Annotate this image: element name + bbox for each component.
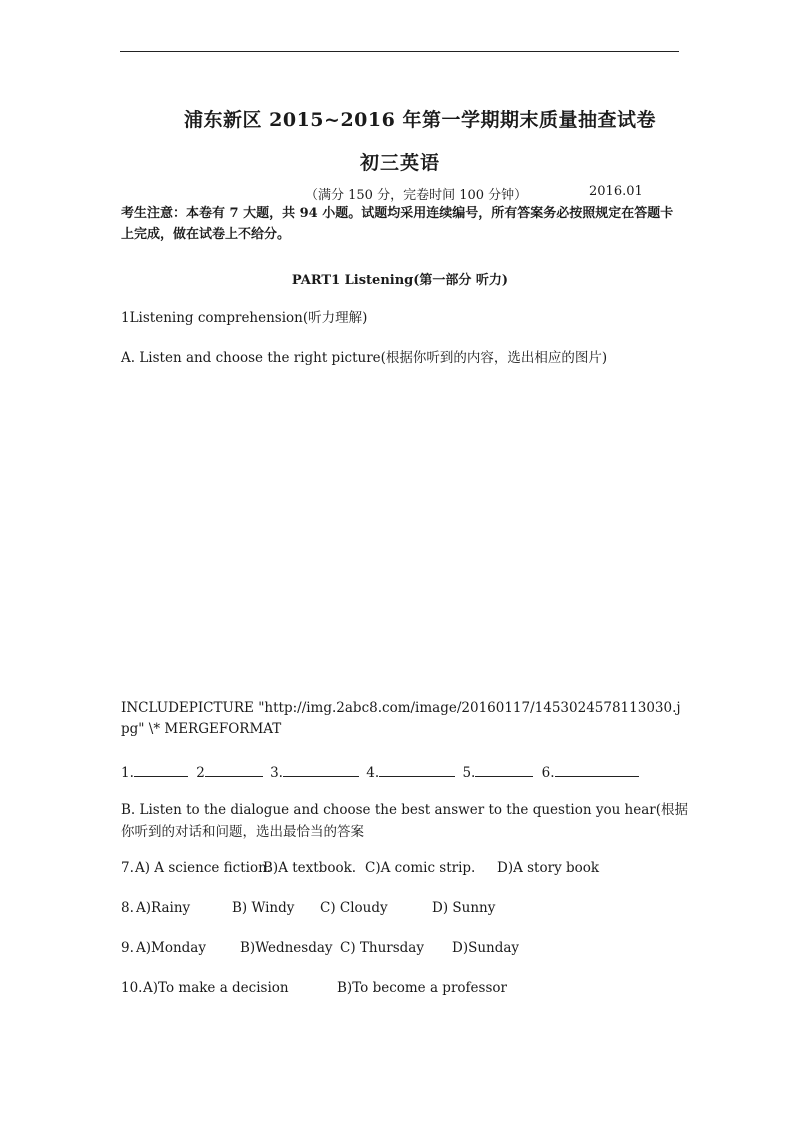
- exam-date: 2016.01: [589, 184, 643, 199]
- exam-subtitle: 初三英语: [359, 152, 440, 174]
- section-heading: 1Listening comprehension(听力理解): [121, 310, 368, 326]
- question-number: 9.: [121, 940, 134, 956]
- blank-label: 2: [196, 765, 205, 781]
- exam-title: 浦东新区 2015~2016 年第一学期期末质量抽查试卷: [184, 109, 656, 131]
- answer-blank[interactable]: [379, 762, 455, 777]
- option: C) Cloudy: [320, 900, 388, 916]
- include-picture-field: INCLUDEPICTURE "http://img.2abc8.com/image/20160117/1453024578113030.jpg" \* MERGEFORMAT: [121, 700, 681, 737]
- option: D)A story book: [497, 860, 600, 876]
- answer-blank[interactable]: [134, 762, 188, 777]
- option: A)Rainy: [136, 900, 191, 916]
- answer-blank[interactable]: [205, 762, 263, 777]
- top-rule: [120, 51, 679, 52]
- option: B)To become a professor: [337, 980, 507, 996]
- picture-placeholder: [121, 378, 681, 686]
- option: A)To make a decision: [143, 980, 289, 996]
- question-number: 7.: [121, 860, 134, 876]
- option: C)A comic strip.: [365, 860, 476, 876]
- option: A) A science fiction.: [135, 860, 272, 876]
- option: B) Windy: [232, 900, 295, 916]
- answer-blanks: [121, 762, 639, 781]
- answer-blank[interactable]: [283, 762, 359, 777]
- section-a-instruction: A. Listen and choose the right picture(根据你听到的内容，选出相应的图片): [121, 350, 608, 366]
- question-number: 8.: [121, 900, 134, 916]
- blank-label: 3.: [270, 765, 283, 781]
- blank-label: 6.: [541, 765, 555, 781]
- blank-label: 4.: [366, 765, 380, 781]
- option: B)Wednesday: [240, 940, 333, 956]
- question-number: 10.: [121, 980, 143, 996]
- answer-blank[interactable]: [555, 762, 639, 777]
- option: D)Sunday: [452, 940, 520, 956]
- answer-blank[interactable]: [475, 762, 533, 777]
- part-title: PART1 Listening(第一部分 听力): [291, 273, 509, 288]
- blank-label: 5.: [462, 765, 476, 781]
- exam-notice: 考生注意：本卷有 7 大题，共 94 小题。试题均采用连续编号，所有答案务必按照规定在答题卡上完成，做在试卷上不给分。: [121, 206, 674, 242]
- option: D) Sunny: [432, 900, 496, 916]
- option: C) Thursday: [340, 940, 424, 956]
- section-b-instruction: B. Listen to the dialogue and choose the best answer to the question you hear(根据你听到的对话和问题，选出最恰当的答案: [121, 802, 689, 840]
- option: A)Monday: [136, 940, 206, 956]
- blank-label: 1.: [121, 765, 134, 781]
- exam-info: （满分 150 分，完卷时间 100 分钟）: [305, 188, 528, 203]
- option: B)A textbook.: [263, 860, 357, 876]
